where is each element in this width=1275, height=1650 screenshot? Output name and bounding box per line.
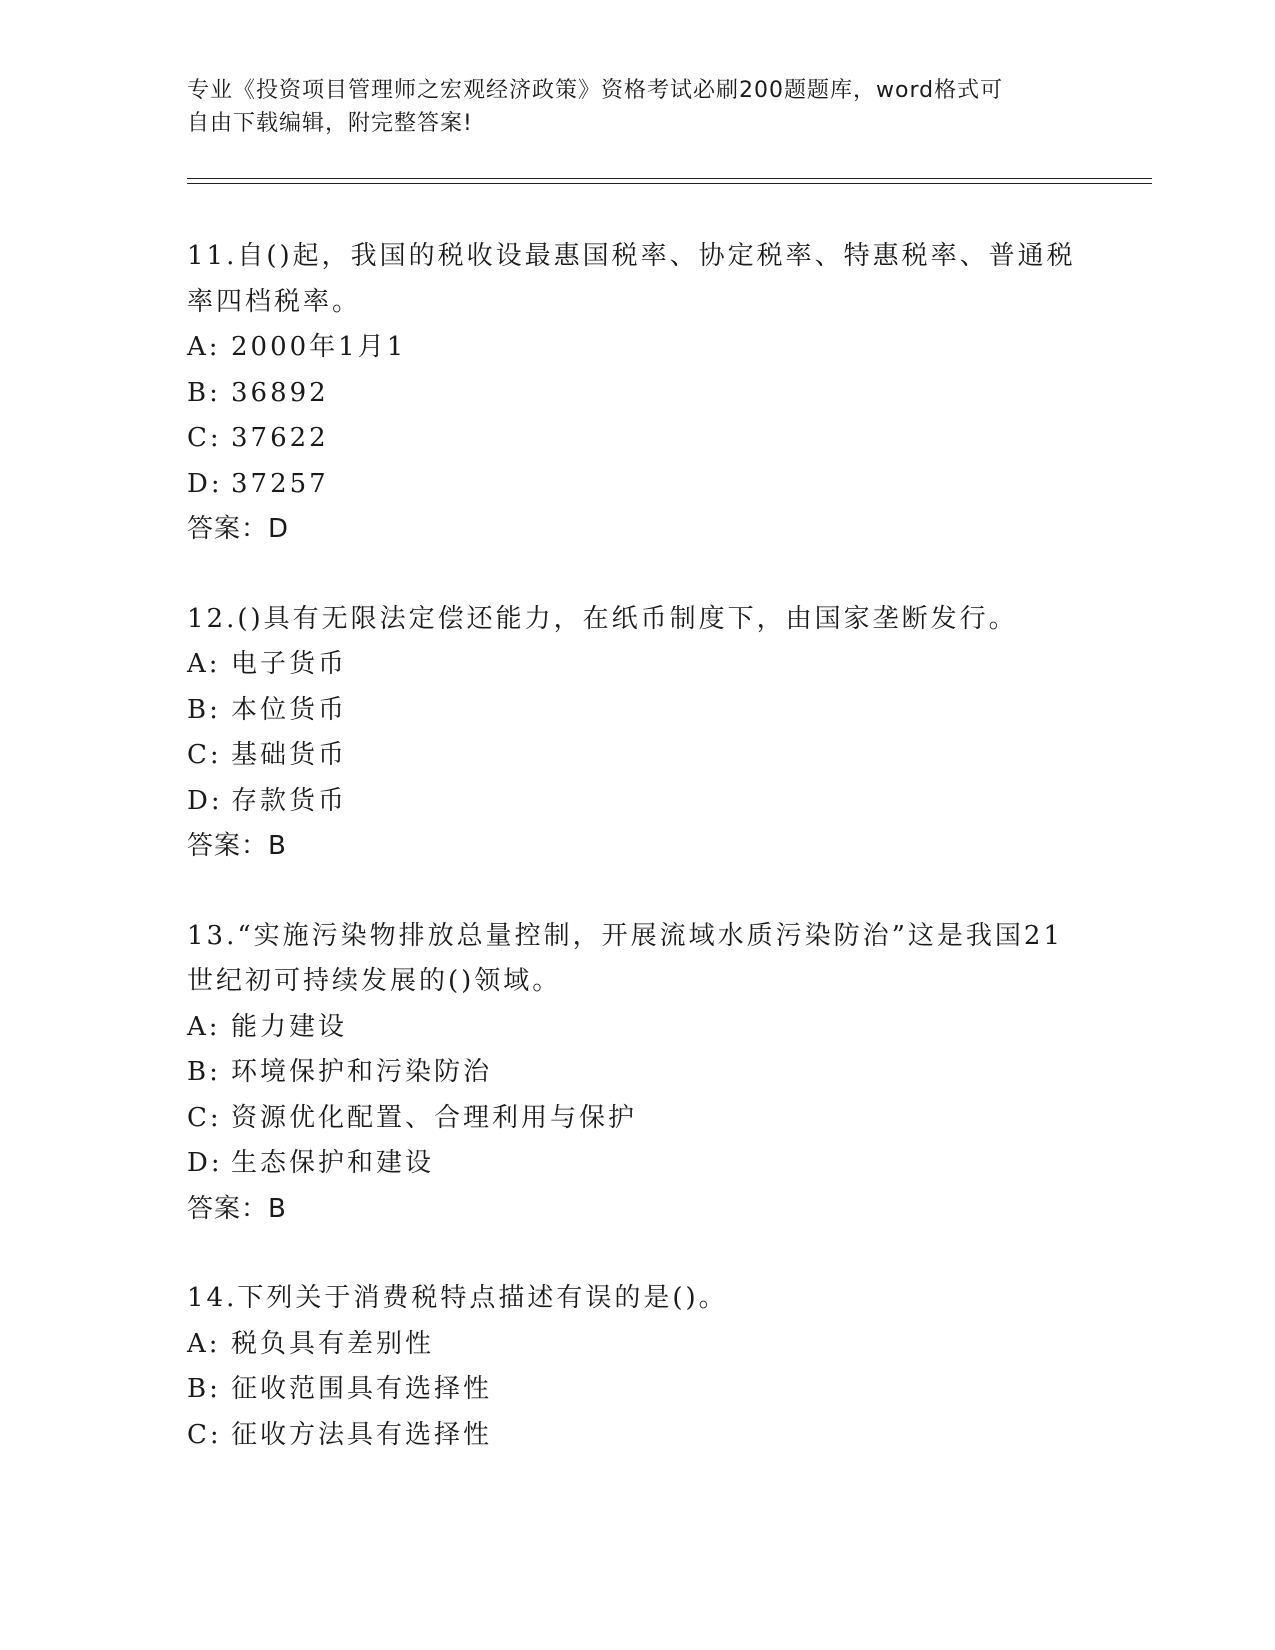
question-list	[187, 234, 1087, 1502]
option-a	[187, 1005, 1087, 1051]
option-text: 环境保护和污染防治	[231, 1057, 493, 1087]
header-divider-top	[187, 178, 1152, 179]
header-divider-bottom	[187, 183, 1152, 184]
option-key: D:	[187, 468, 223, 499]
option-text: 能力建设	[231, 1011, 348, 1042]
option-d	[187, 1141, 1087, 1187]
header-line-1: 专业《投资项目管理师之宏观经济政策》资格考试必刷200题题库，word格式可	[187, 78, 1004, 103]
option-text: 资源优化配置、合理利用与保护	[231, 1102, 638, 1133]
question-stem	[187, 914, 1087, 1005]
option-c	[187, 1413, 1087, 1459]
option-text: 本位货币	[231, 694, 348, 725]
option-key: B:	[187, 377, 221, 408]
option-text: 2000年1月1	[231, 332, 407, 362]
option-text: 电子货币	[231, 649, 348, 679]
option-b	[187, 688, 1087, 734]
answer-line: 答案：B	[187, 1193, 287, 1224]
answer-line: 答案：D	[187, 514, 290, 544]
option-b	[187, 1050, 1087, 1096]
header-line-2: 自由下载编辑，附完整答案!	[187, 111, 473, 136]
option-a	[187, 642, 1087, 688]
option-key: D:	[187, 1148, 223, 1178]
question-11	[187, 234, 1087, 553]
stem-line: 世纪初可持续发展的()领域。	[187, 966, 562, 996]
option-key: A:	[187, 1328, 221, 1359]
stem-line: 13.“实施污染物排放总量控制，开展流域水质污染防治”这是我国21	[187, 920, 1064, 951]
question-stem	[187, 1276, 1087, 1322]
answer-line: 答案：B	[187, 831, 287, 861]
option-text: 征收范围具有选择性	[231, 1374, 493, 1404]
option-text: 征收方法具有选择性	[231, 1419, 493, 1450]
option-c	[187, 733, 1087, 779]
option-key: D:	[187, 785, 223, 816]
stem-line: 12.()具有无限法定偿还能力，在纸币制度下，由国家垄断发行。	[187, 603, 1018, 634]
option-text: 37257	[231, 468, 329, 499]
option-text: 税负具有差别性	[231, 1328, 435, 1359]
stem-line: 率四档税率。	[187, 286, 362, 317]
option-c	[187, 416, 1087, 462]
option-key: C:	[187, 1102, 222, 1133]
document-header	[187, 74, 1087, 140]
option-key: C:	[187, 1419, 222, 1450]
option-text: 37622	[231, 423, 329, 453]
option-text: 存款货币	[231, 785, 348, 816]
option-b	[187, 371, 1087, 417]
option-key: C:	[187, 740, 222, 770]
option-text: 基础货币	[231, 740, 348, 770]
option-text: 生态保护和建设	[231, 1148, 435, 1178]
question-stem	[187, 234, 1087, 325]
option-key: B:	[187, 1374, 221, 1404]
option-key: B:	[187, 1057, 221, 1087]
option-key: C:	[187, 423, 222, 453]
option-key: A:	[187, 1011, 221, 1042]
option-b	[187, 1367, 1087, 1413]
option-key: A:	[187, 649, 221, 679]
option-text: 36892	[231, 377, 329, 408]
question-stem	[187, 597, 1087, 643]
option-d	[187, 779, 1087, 825]
option-d	[187, 462, 1087, 508]
question-12	[187, 597, 1087, 870]
stem-line: 14.下列关于消费税特点描述有误的是()。	[187, 1283, 728, 1313]
option-c	[187, 1096, 1087, 1142]
option-a	[187, 1322, 1087, 1368]
option-key: B:	[187, 694, 221, 725]
option-a	[187, 325, 1087, 371]
question-13	[187, 914, 1087, 1233]
option-key: A:	[187, 332, 221, 362]
stem-line: 11.自()起，我国的税收设最惠国税率、协定税率、特惠税率、普通税	[187, 241, 1076, 271]
question-14	[187, 1276, 1087, 1458]
